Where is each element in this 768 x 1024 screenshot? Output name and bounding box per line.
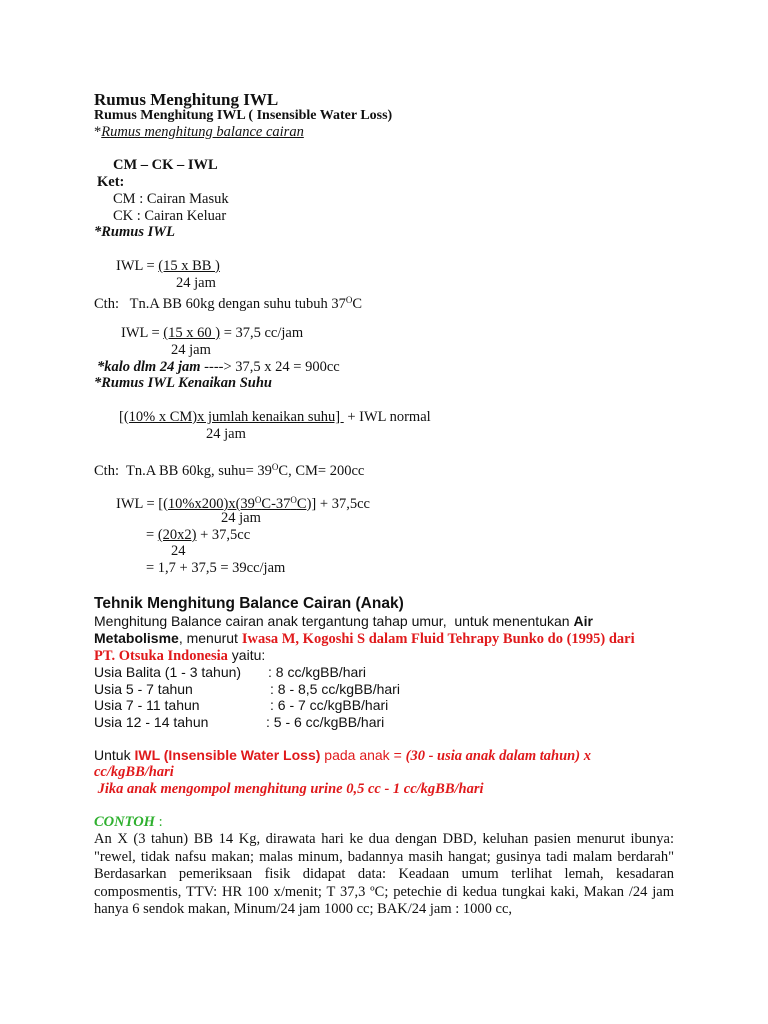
ex1-lhs: IWL = xyxy=(121,325,164,341)
ex2-rhs: + 37,5cc xyxy=(316,496,370,512)
anak-source-red: Iwasa M, Kogoshi S dalam Fluid Tehrapy Bunko do (1995) dari xyxy=(241,631,635,647)
cth2-line xyxy=(94,459,364,480)
anak-heading: Tehnik Menghitung Balance Cairan (Anak) xyxy=(94,595,404,612)
iwl-denominator: 24 jam xyxy=(176,275,216,291)
ex1-numerator: (15 x 60 ) xyxy=(163,325,221,341)
untuk-formula: (30 - usia anak dalam tahun) x xyxy=(405,748,591,764)
contoh-line xyxy=(94,814,163,831)
suhu-numerator: [(10% x CM)x jumlah kenaikan suhu] xyxy=(119,409,344,425)
anak-pt-otsuka: PT. Otsuka Indonesia xyxy=(94,648,228,664)
ket-cm: CM : Cairan Masuk xyxy=(113,191,229,207)
anak-p1-bold: Air xyxy=(573,613,593,629)
rumus-iwl-heading: *Rumus IWL xyxy=(94,224,175,240)
doc-title: Rumus Menghitung IWL xyxy=(94,90,279,109)
untuk-text: Untuk xyxy=(94,747,135,763)
untuk-pada-anak: pada anak = xyxy=(320,747,406,763)
ex2-step2-denominator: 24 xyxy=(171,543,186,559)
contoh-label: CONTOH xyxy=(94,814,155,830)
ex2-step2-num: (20x2) xyxy=(157,527,197,543)
age-value: : 5 - 6 cc/kgBB/hari xyxy=(266,714,385,730)
ket-label: Ket: xyxy=(97,174,125,190)
age-row: Usia 12 - 14 tahun xyxy=(94,714,209,730)
cth1-line xyxy=(94,292,362,313)
anak-para-line1 xyxy=(94,613,593,630)
cth1-unit: C xyxy=(352,296,363,312)
suhu-formula xyxy=(119,409,431,426)
formula-balance: CM – CK – IWL xyxy=(113,157,218,173)
anak-p2-text: , menurut xyxy=(178,630,242,646)
doc-subtitle: Rumus Menghitung IWL ( Insensible Water Loss) xyxy=(94,108,393,123)
ex1-denominator: 24 jam xyxy=(171,342,211,358)
anak-para-line3 xyxy=(94,647,265,665)
ex2-lhs: IWL = xyxy=(116,496,159,512)
degree-sup: O xyxy=(290,495,297,505)
age-row: Usia 5 - 7 tahun xyxy=(94,681,193,697)
untuk-iwl-red: IWL (Insensible Water Loss) xyxy=(134,747,321,763)
suhu-denominator: 24 jam xyxy=(206,426,246,442)
cth2-text: Cth: Tn.A BB 60kg, suhu= 39 xyxy=(94,463,272,479)
degree-sup: O xyxy=(271,462,279,472)
cth1-text: Cth: Tn.A BB 60kg dengan suhu tubuh 37 xyxy=(94,296,346,312)
balance-line xyxy=(94,124,304,141)
example1-formula xyxy=(121,325,303,342)
ex2-num-a: [(10%x200)x(39 xyxy=(158,496,255,512)
ex2-denominator: 24 jam xyxy=(221,510,261,526)
rumus-suhu-heading: *Rumus IWL Kenaikan Suhu xyxy=(94,375,272,391)
degree-sup: O xyxy=(254,495,262,505)
ex2-step2-rhs: + 37,5cc xyxy=(196,527,251,543)
age-row: Usia Balita (1 - 3 tahun) xyxy=(94,664,242,680)
ex2-num-c: C)] xyxy=(296,496,317,512)
age-value: : 6 - 7 cc/kgBB/hari xyxy=(270,697,389,713)
ex1-result: = 37,5 cc/jam xyxy=(220,325,304,341)
ket-ck: CK : Cairan Keluar xyxy=(113,208,227,224)
degree-sup: O xyxy=(345,295,353,305)
untuk-unit: cc/kgBB/hari xyxy=(94,764,174,780)
kalo-line xyxy=(97,359,340,376)
balance-link[interactable]: Rumus menghitung balance cairan xyxy=(101,124,304,140)
asterisk: * xyxy=(94,124,102,140)
anak-yaitu: yaitu: xyxy=(227,647,266,663)
iwl-lhs: IWL = xyxy=(116,258,159,274)
suhu-rest: + IWL normal xyxy=(343,409,431,425)
iwl-formula xyxy=(116,258,220,275)
ex2-step2 xyxy=(146,527,250,544)
anak-p2-bold: Metabolisme xyxy=(94,630,179,646)
cth2-rest: C, CM= 200cc xyxy=(278,463,365,479)
ex2-step2-eq: = xyxy=(146,527,158,543)
contoh-paragraph: An X (3 tahun) BB 14 Kg, dirawata hari ke dua dengan DBD, keluhan pasien menurut ibunya: "rewel, tidak nafsu makan; malas minum, badannya masih hangat; gusinya tadi malam berdarah" Berdasarkan pemeriksaan fisik didapat data: Keadaan umum terlihat lemah, kesadaran composmentis, TTV: HR 100 x/menit; T 37,3 ºC; petechie di kedua tungkai kaki, Makan /24 jam hanya 6 sendok makan, Minum/24 jam 1000 cc; BAK/24 jam : 1000 cc, xyxy=(94,831,674,917)
untuk-line xyxy=(94,747,591,765)
age-value: : 8 cc/kgBB/hari xyxy=(268,664,367,680)
kalo-prefix: *kalo dlm 24 jam xyxy=(97,359,201,375)
contoh-colon: : xyxy=(154,814,163,830)
anak-para-line2 xyxy=(94,630,635,648)
ngompol-line: Jika anak mengompol menghitung urine 0,5 cc - 1 cc/kgBB/hari xyxy=(94,781,484,797)
age-row: Usia 7 - 11 tahun xyxy=(94,697,200,713)
iwl-numerator: (15 x BB ) xyxy=(158,258,220,274)
age-value: : 8 - 8,5 cc/kgBB/hari xyxy=(270,681,400,697)
ex2-step3: = 1,7 + 37,5 = 39cc/jam xyxy=(146,560,286,576)
anak-p1-text: Menghitung Balance cairan anak tergantung tahap umur, untuk menentukan xyxy=(94,613,574,629)
kalo-calc: ----> 37,5 x 24 = 900cc xyxy=(200,359,340,375)
ex2-num-b: C-37 xyxy=(261,496,291,512)
